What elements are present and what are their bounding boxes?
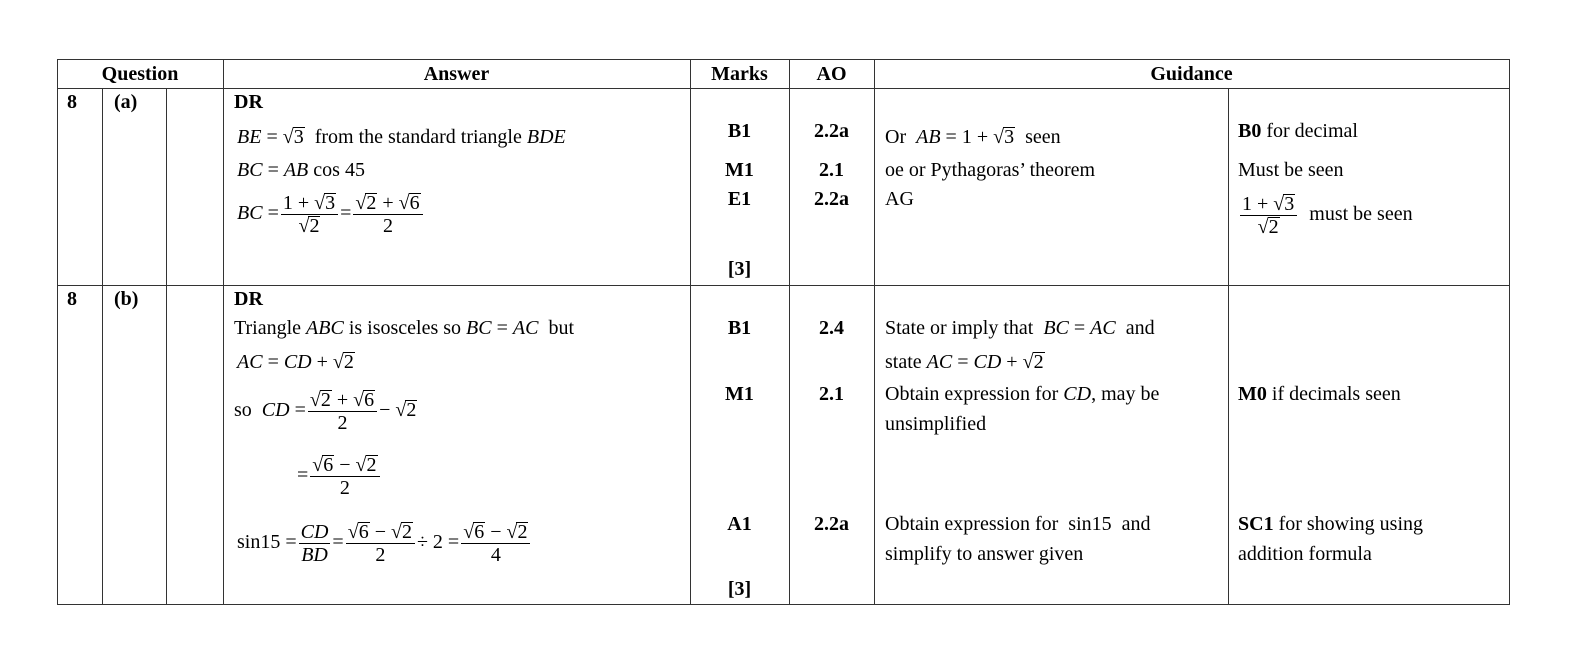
guidance-line: oe or Pythagoras’ theorem (885, 159, 1096, 181)
column-rule (1228, 88, 1229, 605)
column-rule (874, 59, 875, 605)
column-rule (1509, 59, 1510, 605)
question-part: (a) (114, 91, 138, 113)
guidance-line: Obtain expression for CD, may be (885, 383, 1160, 405)
mark-total: [3] (727, 578, 752, 600)
guidance-line: AG (885, 188, 914, 210)
ao-code: 2.2a (814, 188, 849, 210)
guidance-line: simplify to answer given (885, 543, 1084, 565)
guidance-note: addition formula (1238, 543, 1372, 565)
answer-heading: DR (234, 91, 263, 113)
answer-line: Triangle ABC is isosceles so BC = AC but (234, 317, 575, 339)
table-border-bottom (57, 604, 1510, 605)
mark-code: B1 (727, 317, 752, 339)
guidance-line: State or imply that BC = AC and (885, 317, 1155, 339)
mark-code: M1 (725, 159, 754, 181)
header-marks: Marks (711, 63, 768, 85)
answer-line: BE = √3 from the standard triangle BDE (237, 126, 566, 148)
ao-code: 2.2a (814, 120, 849, 142)
mark-code: A1 (727, 513, 752, 535)
mark-code: B1 (727, 120, 752, 142)
answer-line: AC = CD + √2 (237, 351, 354, 373)
column-rule (57, 59, 58, 605)
guidance-line: Obtain expression for sin15 and (885, 513, 1151, 535)
guidance-note: M0 if decimals seen (1238, 383, 1401, 405)
column-rule (102, 88, 103, 605)
header-rule (57, 88, 1510, 89)
ao-code: 2.4 (819, 317, 844, 339)
header-answer: Answer (423, 63, 490, 85)
answer-line: = $\frac{√6 - √2}{2}$ (297, 454, 382, 499)
question-number: 8 (67, 288, 77, 310)
guidance-note: Must be seen (1238, 159, 1344, 181)
guidance-line: unsimplified (885, 413, 987, 435)
answer-line: sin15 = $\frac{CD}{BD}$ = $\frac{√6 - √2}{2}$ ÷ 2 = $\frac{√6 - √2}{4}$ (237, 521, 532, 566)
table-border-top (57, 59, 1510, 60)
answer-heading: DR (234, 288, 263, 310)
answer-line: so CD = $\frac{√2 + √6}{2}$ − √2 (234, 389, 417, 434)
header-guidance: Guidance (1150, 63, 1233, 85)
mark-scheme-table (57, 59, 1510, 605)
guidance-line: Or AB = 1 + √3 seen (885, 126, 1061, 148)
header-ao: AO (816, 63, 847, 85)
column-rule (223, 59, 224, 605)
header-question: Question (101, 63, 179, 85)
row-divider (57, 285, 1510, 286)
guidance-line: state AC = CD + √2 (885, 351, 1044, 373)
guidance-note: SC1 for showing using (1238, 513, 1424, 535)
guidance-note: $\frac{1 + √3}{√2}$ must be seen (1242, 193, 1413, 238)
answer-line: BC = $\frac{1 + √3}{√2}$ = $\frac{√2 + √6}{2}$ (237, 192, 425, 237)
guidance-note: B0 for decimal (1238, 120, 1358, 142)
ao-code: 2.1 (819, 383, 844, 405)
mark-total: [3] (727, 258, 752, 280)
mark-code: M1 (725, 383, 754, 405)
answer-line: BC = AB cos 45 (237, 159, 365, 181)
ao-code: 2.2a (814, 513, 849, 535)
mark-code: E1 (727, 188, 752, 210)
ao-code: 2.1 (819, 159, 844, 181)
column-rule (166, 88, 167, 605)
question-part: (b) (114, 288, 139, 310)
question-number: 8 (67, 91, 77, 113)
